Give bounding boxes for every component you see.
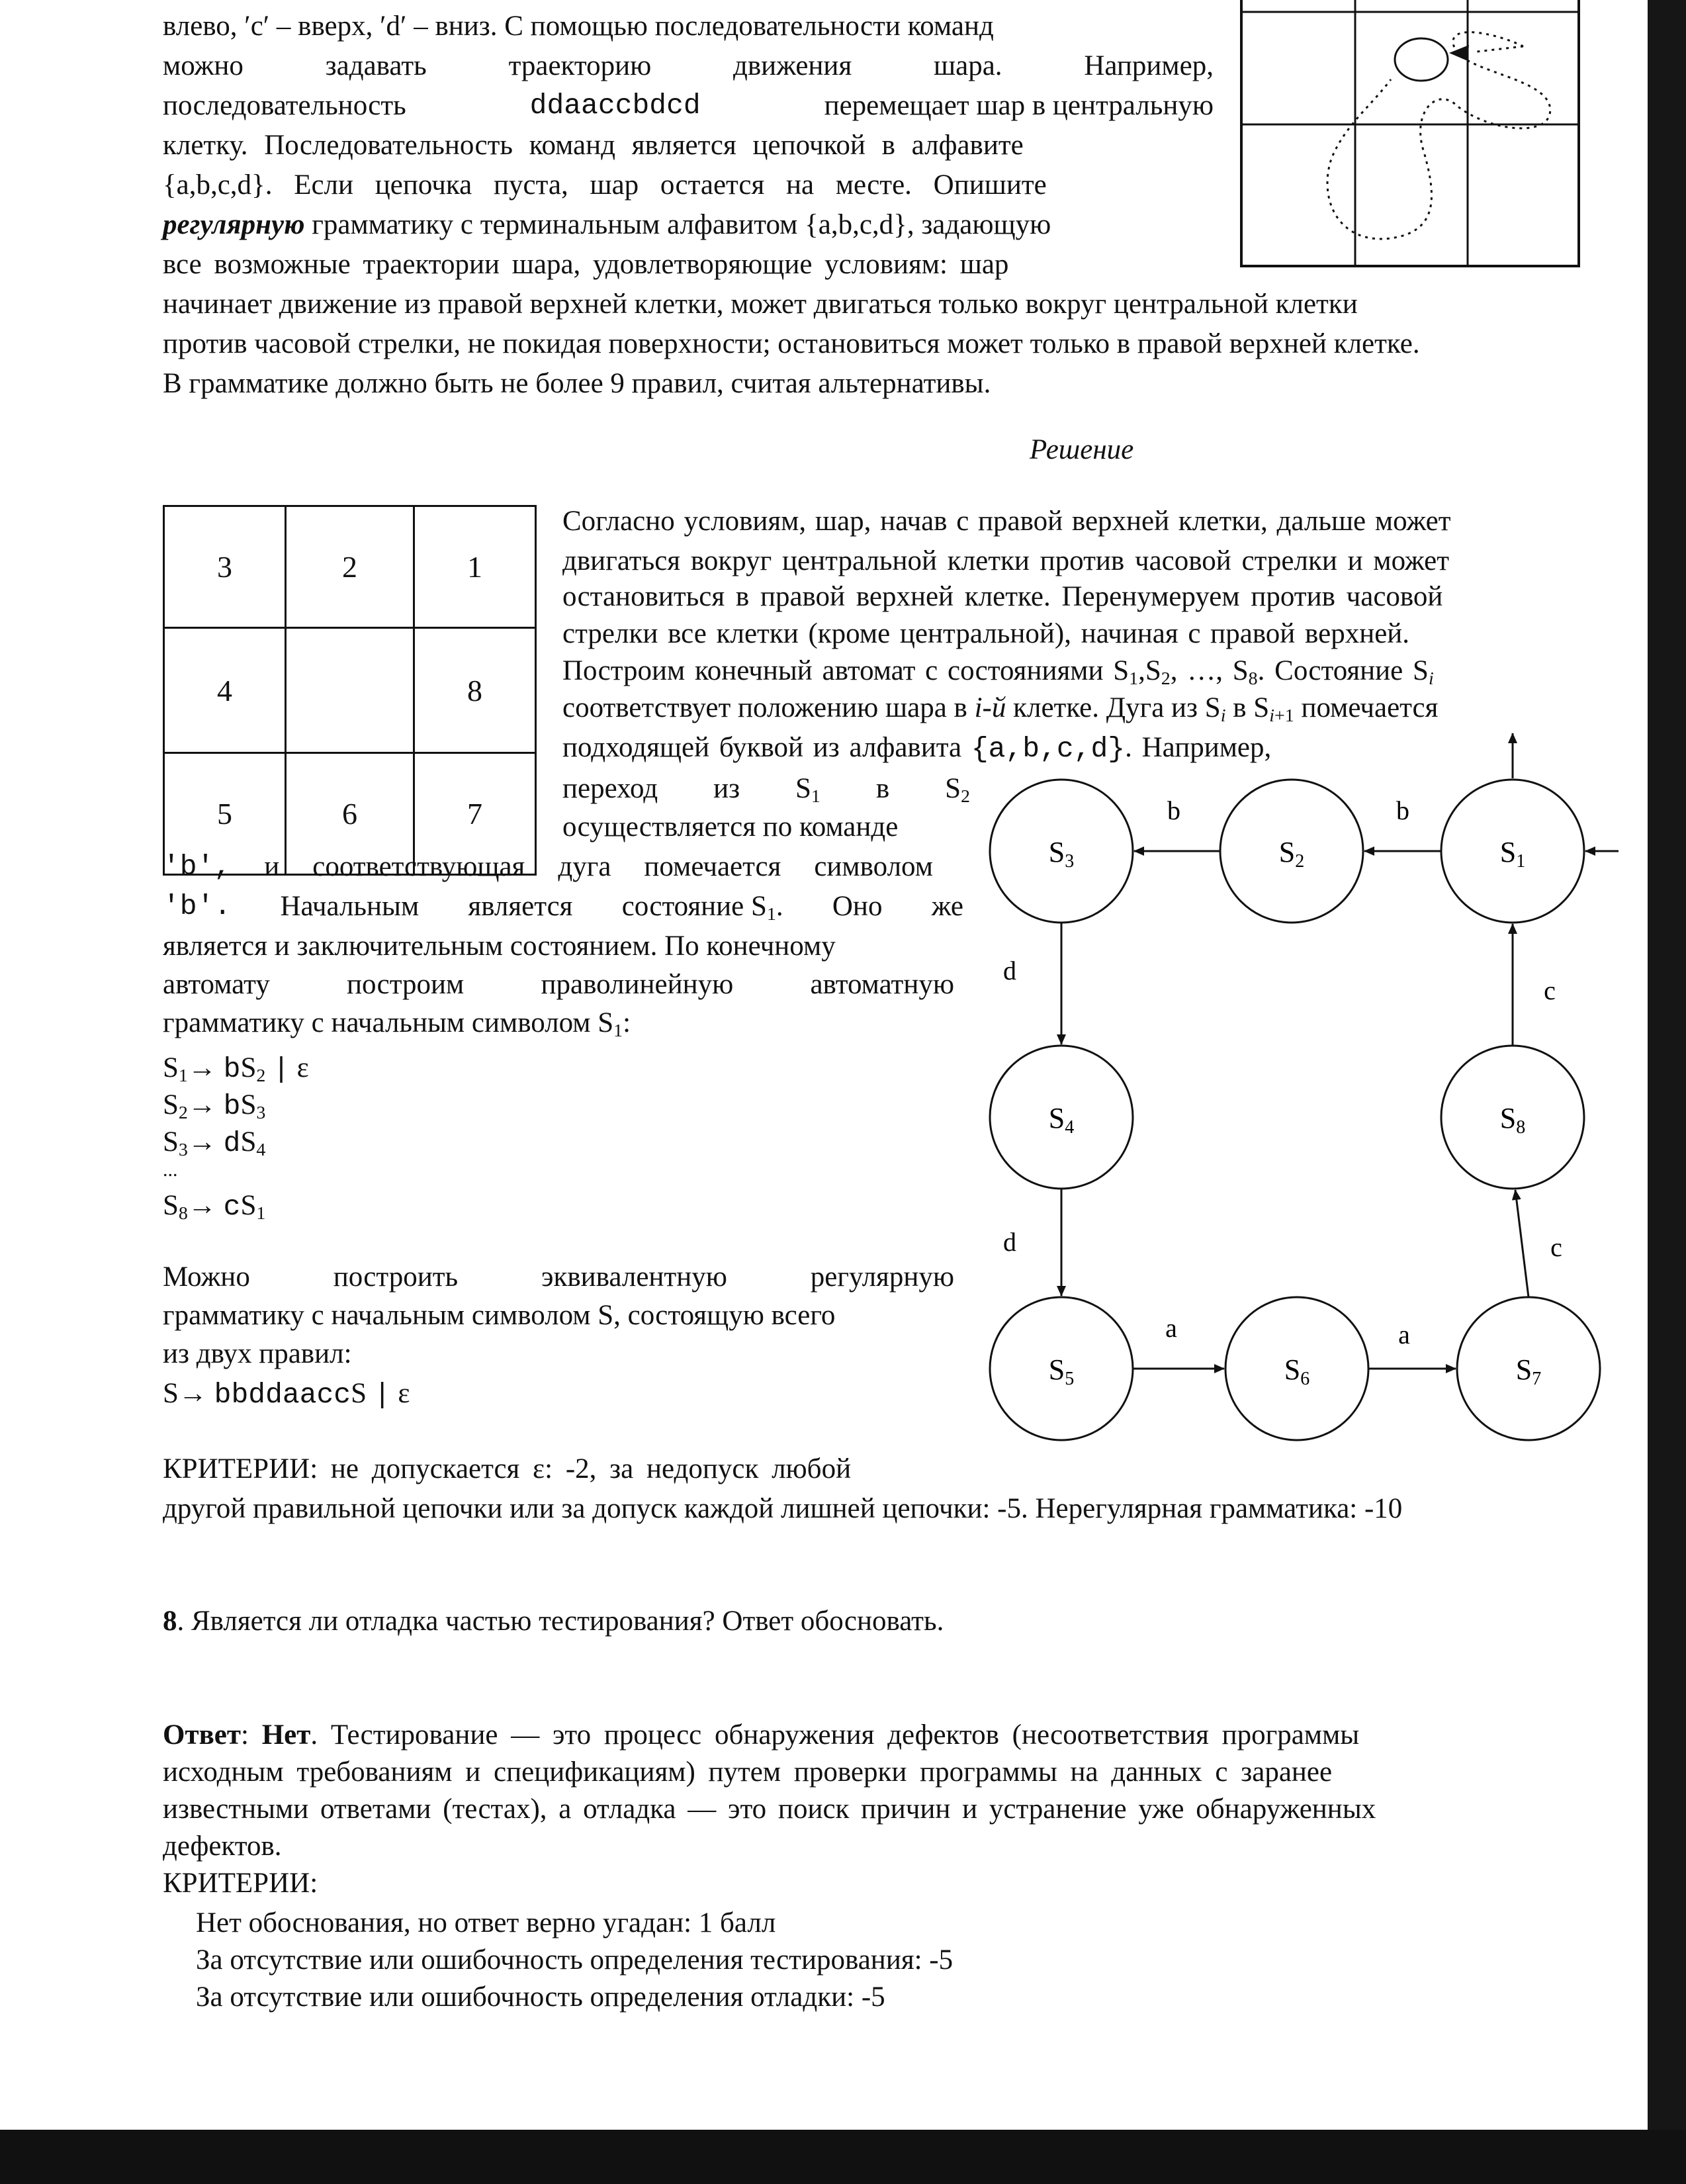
svg-text:S2: S2 [1278, 836, 1305, 872]
answer-line-2: исходным требованиям и спецификациям) путем проверки программы на данных с заранее [163, 1756, 1333, 1788]
solution-line-2: двигаться вокруг центральной клетки против часовой стрелки и может [562, 545, 1450, 576]
state-s4 [990, 1046, 1133, 1189]
solution-line-11: ′b′. Начальным является состояние $S_1$. Оно же [163, 890, 963, 925]
solution-line-5: Построим конечный автомат с состояниями $S_1,S_2$, …, $S_8$. Состояние $S_i$ [562, 655, 1434, 689]
solution-line-14: грамматику с начальным символом $S_1$: [163, 1007, 631, 1041]
intro-line-7: все возможные траектории шара, удовлетворяющие условиям: шар [163, 249, 1009, 280]
criteria-1-line-2: другой правильной цепочки или за допуск каждой лишней цепочки: -5. Нерегулярная грамматика: -10 [163, 1493, 1403, 1524]
svg-text:S4: S4 [1048, 1102, 1075, 1138]
intro-line-9: против часовой стрелки, не покидая поверхности; остановиться может только в правой верхней клетке. [163, 328, 1420, 359]
intro-line-1: влево, ′c′ – вверх, ′d′ – вниз. С помощью последовательности команд [163, 11, 994, 42]
svg-text:S1: S1 [1499, 836, 1526, 872]
intro-line-2: можно задавать траекторию движения шара. Например, [163, 50, 1214, 81]
state-s8 [1441, 1046, 1584, 1189]
svg-text:S8: S8 [1499, 1102, 1526, 1138]
answer-line-3: известными ответами (тестах), а отладка — это поиск причин и устранение уже обнаруженных [163, 1794, 1376, 1825]
criteria-2-item: За отсутствие или ошибочность определения отладки: -5 [196, 1981, 885, 2013]
solution-line-8: переход из $S_1$ в $S_2$ [562, 773, 970, 807]
grid-cell: 5 [164, 753, 286, 875]
finite-automaton-diagram [979, 721, 1641, 1449]
svg-text:S6: S6 [1284, 1353, 1310, 1389]
grid-cell: 3 [164, 506, 286, 628]
cell-numbering-grid [163, 505, 537, 876]
intro-line-3: последовательность ddaaccbdcd перемещает шар в центральную [163, 86, 1214, 126]
grammar-rule-ellipsis: ... [163, 1159, 178, 1181]
grammar-rule: $S_1\to bS_2$ | ε [163, 1052, 309, 1086]
grid-cell: 8 [414, 628, 536, 753]
intro-line-6: регулярную грамматику с терминальным алфавитом {a,b,c,d}, задающую [163, 209, 1051, 240]
grammar-rule: $S_2\to bS_3$ [163, 1089, 266, 1123]
solution-line-9: осуществляется по команде [562, 811, 899, 842]
state-s1 [1441, 780, 1584, 923]
edge-label: a [1398, 1320, 1410, 1349]
solution-line-6: соответствует положению шара в i-й клетке. Дуга из $S_i$ в $S_{i+1}$ помечается [562, 692, 1439, 726]
criteria-2-item: За отсутствие или ошибочность определения тестирования: -5 [196, 1944, 954, 1976]
state-s6 [1225, 1297, 1368, 1440]
criteria-2-heading: КРИТЕРИИ: [163, 1868, 318, 1899]
solution-line-12: является и заключительным состоянием. По конечному [163, 931, 836, 962]
edge-label: c [1544, 976, 1556, 1005]
edge-s7-s8 [1515, 1190, 1529, 1297]
intro-line-10: В грамматике должно быть не более 9 правил, считая альтернативы. [163, 368, 991, 399]
answer-line-1: Ответ: Нет. Тестирование — это процесс обнаружения дефектов (несоответствия программы [163, 1719, 1360, 1751]
intro-line-8: начинает движение из правой верхней клетки, может двигаться только вокруг центральной клетки [163, 289, 1358, 320]
solution-line-16: грамматику с начальным символом S, состоящую всего [163, 1300, 836, 1331]
example-sequence: ddaaccbdcd [529, 89, 701, 122]
grid-cell: 2 [286, 506, 414, 628]
grammar-rule: $S_8\to cS_1$ [163, 1190, 266, 1224]
state-s7 [1457, 1297, 1600, 1440]
svg-text:S5: S5 [1048, 1353, 1075, 1389]
state-s5 [990, 1297, 1133, 1440]
grid-cell: 6 [286, 753, 414, 875]
state-s2 [1220, 780, 1363, 923]
svg-text:S3: S3 [1048, 836, 1075, 872]
solution-line-1: Согласно условиям, шар, начав с правой верхней клетки, дальше может [562, 506, 1451, 537]
state-s3 [990, 780, 1133, 923]
criteria-2-item: Нет обоснования, но ответ верно угадан: 1 балл [196, 1907, 776, 1938]
answer-line-4: дефектов. [163, 1831, 282, 1862]
grid-cell: 7 [414, 753, 536, 875]
edge-label: d [1003, 956, 1016, 985]
edge-label: d [1003, 1227, 1016, 1257]
intro-line-5: {a,b,c,d}. Если цепочка пуста, шар остается на месте. Опишите [163, 169, 1047, 201]
solution-line-17: из двух правил: [163, 1338, 352, 1369]
edge-label: b [1167, 796, 1180, 825]
solution-line-10: ′b′, и соответствующая дуга помечается символом [163, 850, 933, 883]
grid-cell: 4 [164, 628, 286, 753]
scan-edge-bottom [0, 2130, 1686, 2184]
scan-edge-right [1648, 0, 1686, 2130]
edge-label: a [1165, 1313, 1177, 1343]
solution-line-3: остановиться в правой верхней клетке. Перенумеруем против часовой [562, 581, 1443, 612]
svg-text:S7: S7 [1515, 1353, 1542, 1389]
edge-label: c [1550, 1232, 1562, 1262]
ball-trajectory-figure [1239, 0, 1583, 271]
solution-line-13: автомату построим праволинейную автоматную [163, 969, 954, 1000]
final-grammar-rule: S→ bbddaaccS | ε [163, 1378, 410, 1411]
solution-line-4: стрелки все клетки (кроме центральной), начиная с правой верхней. [562, 618, 1410, 649]
question-8: 8. Является ли отладка частью тестирования? Ответ обосновать. [163, 1606, 944, 1637]
solution-line-15: Можно построить эквивалентную регулярную [163, 1261, 954, 1293]
intro-line-4: клетку. Последовательность команд является цепочкой в алфавите [163, 130, 1024, 161]
grid-cell: 1 [414, 506, 536, 628]
solution-heading: Решение [1030, 434, 1134, 465]
solution-line-7: подходящей буквой из алфавита {a,b,c,d}. Например, [562, 732, 1272, 765]
edge-label: b [1396, 796, 1409, 825]
grammar-rule: $S_3\to dS_4$ [163, 1126, 266, 1160]
criteria-1-line-1: КРИТЕРИИ: не допускается ε: -2, за недопуск любой [163, 1453, 852, 1484]
grid-cell-center [286, 628, 414, 753]
